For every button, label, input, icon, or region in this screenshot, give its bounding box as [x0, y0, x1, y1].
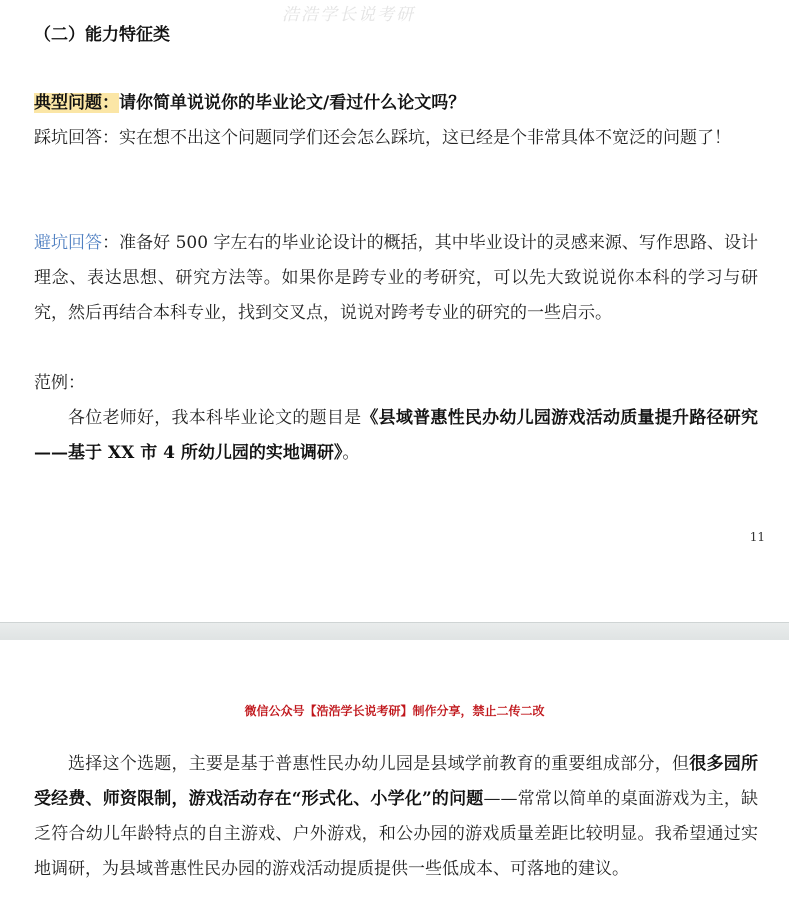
pitfall-label: 踩坑回答：	[34, 128, 119, 148]
avoid-answer	[34, 226, 758, 331]
page-separator	[0, 622, 789, 642]
reason-part-2: ——常常以简单的桌面游戏为主，缺乏符合幼儿年龄特点的自主游戏、户外游戏，和公办园的游戏质量差距比较明显。我希望通过实地调研，为县域普惠性民办园的游戏活动提质提供一些低成本、可落地的建议。	[34, 789, 759, 879]
pitfall-answer	[34, 121, 758, 156]
typical-question	[34, 86, 758, 121]
question-text: 请你简单说说你的毕业论文/看过什么论文吗？	[119, 93, 466, 113]
example-end: 。	[342, 443, 360, 463]
page-number: 11	[749, 530, 765, 544]
example-intro: 各位老师好，我本科毕业论文的题目是	[68, 408, 362, 428]
section-title: （二）能力特征类	[34, 25, 170, 45]
reason-part-1: 选择这个选题，主要是基于普惠性民办幼儿园是县域学前教育的重要组成部分，但	[68, 754, 690, 774]
example-label: 范例：	[34, 373, 85, 393]
topic-reason-paragraph	[34, 747, 758, 887]
reason-bold: 很多园所受经费、师资限制，游戏活动存在“形式化、小学化”的问题	[34, 754, 759, 809]
question-label: 典型问题：	[34, 93, 119, 113]
thesis-title: 《县域普惠性民办幼儿园游戏活动质量提升路径研究——基于 XX 市 4 所幼儿园的实地调研》	[34, 408, 758, 463]
avoid-label: 避坑回答	[34, 233, 103, 253]
wechat-notice: 微信公众号【浩浩学长说考研】制作分享，禁止二传二改	[244, 704, 545, 718]
example-paragraph	[34, 401, 758, 471]
avoid-text: ：准备好 500 字左右的毕业论设计的概括，其中毕业设计的灵感来源、写作思路、设计理念、表达思想、研究方法等。如果你是跨专业的考研究，可以先大致说说你本科的学习与研究，然后再结合本科专业，找到交叉点，说说对跨考专业的研究的一些启示。	[34, 233, 758, 323]
pitfall-text: 实在想不出这个问题同学们还会怎么踩坑，这已经是个非常具体不宽泛的问题了！	[119, 128, 731, 148]
watermark: 浩浩学长说考研	[282, 5, 415, 25]
page-12	[0, 640, 789, 909]
